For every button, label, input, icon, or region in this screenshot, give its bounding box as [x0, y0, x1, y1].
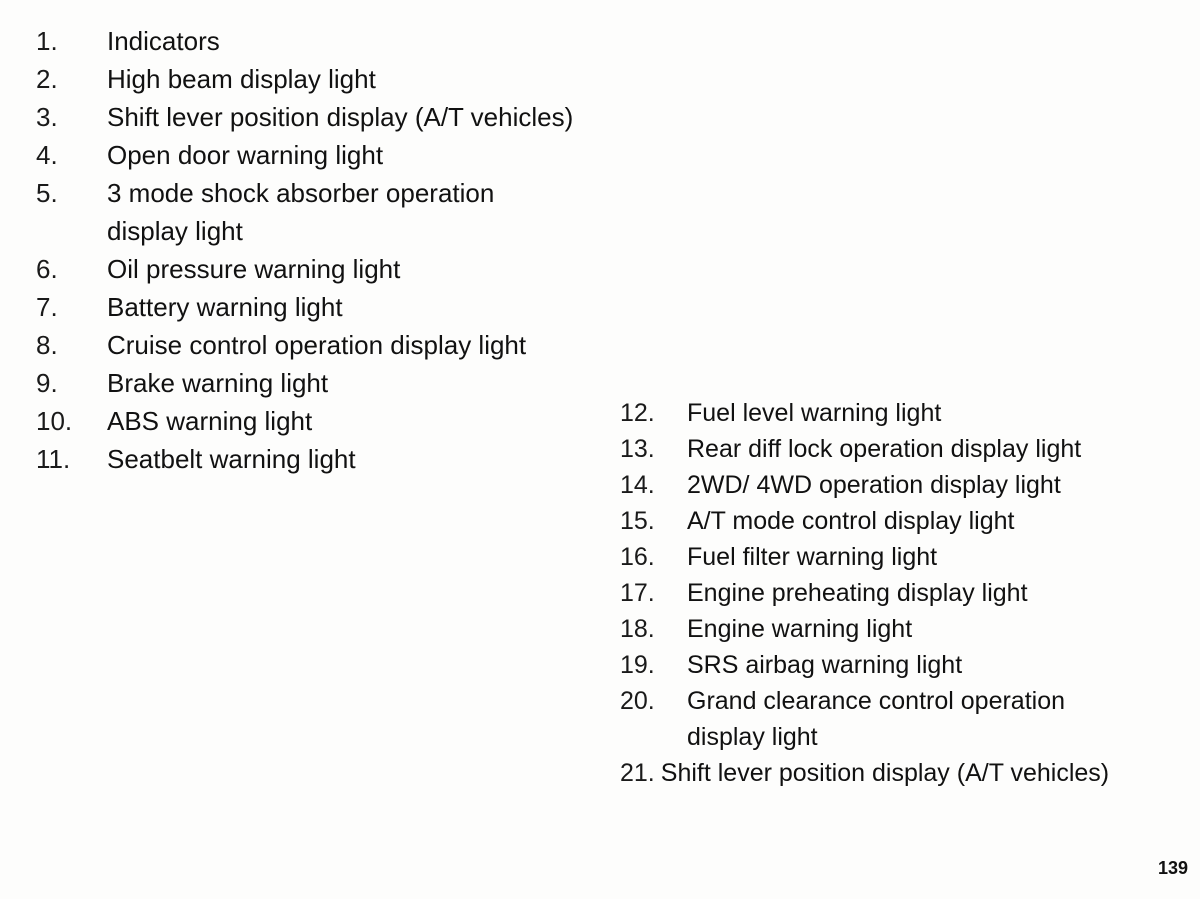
item-label: Engine preheating display light	[687, 579, 1028, 607]
indicator-list-right	[620, 395, 1180, 791]
item-label: 2WD/ 4WD operation display light	[687, 471, 1061, 499]
page-number: 139	[1157, 858, 1188, 878]
list-item	[36, 22, 636, 60]
item-number: 15.	[620, 507, 655, 535]
list-item	[36, 98, 636, 136]
item-label: Oil pressure warning light	[107, 254, 401, 284]
item-number: 14.	[620, 471, 655, 499]
item-number: 6.	[36, 254, 58, 284]
item-label: Seatbelt warning light	[107, 444, 356, 474]
item-number: 7.	[36, 292, 58, 322]
item-label: Rear diff lock operation display light	[687, 435, 1082, 463]
list-item	[36, 440, 636, 478]
list-item	[620, 503, 1180, 539]
indicator-list-left	[36, 22, 636, 478]
item-number: 3.	[36, 102, 58, 132]
list-item	[620, 539, 1180, 575]
item-number: 21.	[620, 759, 655, 787]
item-label: SRS airbag warning light	[687, 651, 963, 679]
list-item	[620, 611, 1180, 647]
list-item	[620, 467, 1180, 503]
item-label: Brake warning light	[107, 368, 329, 398]
item-label: Engine warning light	[687, 615, 913, 643]
list-item	[36, 60, 636, 98]
list-item	[620, 683, 1180, 755]
item-number: 2.	[36, 64, 58, 94]
item-number: 19.	[620, 651, 655, 679]
item-number: 1.	[36, 26, 58, 56]
item-label: Battery warning light	[107, 292, 343, 322]
list-item	[620, 755, 1180, 791]
item-number: 11.	[36, 444, 71, 474]
item-number: 20.	[620, 687, 655, 715]
item-number: 17.	[620, 579, 655, 607]
item-label: Fuel level warning light	[687, 399, 942, 427]
item-label: Cruise control operation display light	[107, 330, 527, 360]
item-number: 16.	[620, 543, 655, 571]
item-label: Shift lever position display (A/T vehicles)	[660, 759, 1110, 787]
item-number: 10.	[36, 406, 73, 436]
list-item	[36, 136, 636, 174]
item-label: Fuel filter warning light	[687, 543, 938, 571]
item-label: Open door warning light	[107, 140, 384, 170]
item-label: Shift lever position display (A/T vehicles)	[107, 102, 574, 132]
list-item	[36, 402, 636, 440]
item-number: 4.	[36, 140, 58, 170]
list-item	[620, 395, 1180, 431]
list-item	[36, 174, 636, 250]
item-label: Indicators	[107, 26, 220, 56]
item-label: ABS warning light	[107, 406, 313, 436]
item-number: 12.	[620, 399, 655, 427]
list-item	[36, 250, 636, 288]
item-label: Grand clearance control operation display light	[687, 687, 1066, 751]
list-item	[36, 288, 636, 326]
item-label: A/T mode control display light	[687, 507, 1015, 535]
item-number: 5.	[36, 178, 58, 208]
item-number: 8.	[36, 330, 58, 360]
item-label: High beam display light	[107, 64, 376, 94]
list-item	[620, 575, 1180, 611]
item-number: 18.	[620, 615, 655, 643]
item-number: 9.	[36, 368, 58, 398]
list-item	[620, 431, 1180, 467]
item-label: 3 mode shock absorber operation display light	[107, 178, 495, 246]
list-item	[36, 364, 636, 402]
list-item	[36, 326, 636, 364]
list-item	[620, 647, 1180, 683]
item-number: 13.	[620, 435, 655, 463]
